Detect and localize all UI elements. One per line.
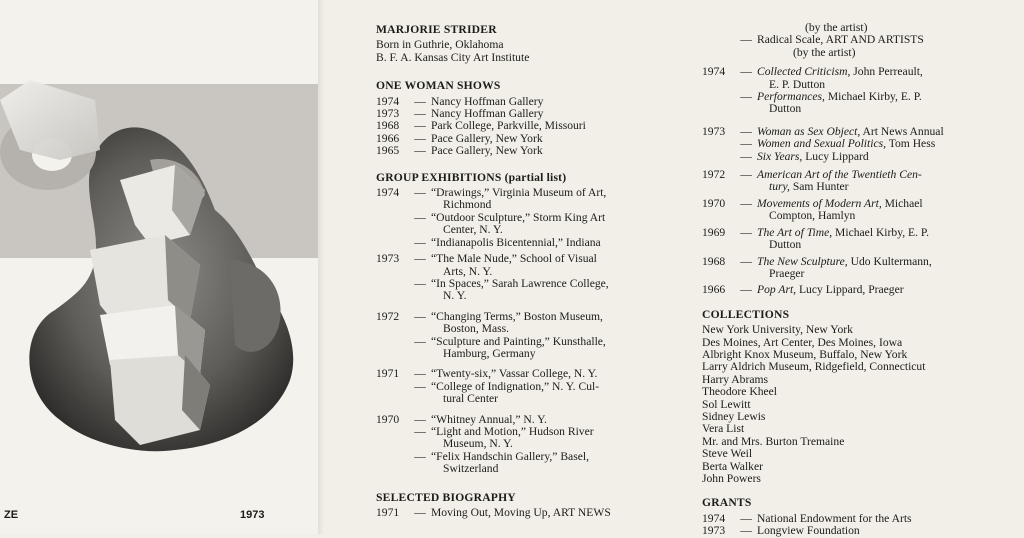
one-woman-shows-list [376, 96, 681, 158]
list-item: Harry Abrams [702, 372, 769, 386]
list-item: Des Moines, Art Center, Des Moines, Iowa [702, 335, 903, 349]
list-item: 1972 — American Art of the Twentieth Cen- tury, Sam Hunter [702, 168, 922, 194]
list-item: Sidney Lewis [702, 409, 766, 423]
list-item: Theodore Kheel [702, 385, 778, 399]
list-item: — “In Spaces,” Sarah Lawrence College, N. Y. [414, 276, 609, 303]
list-item: Mr. and Mrs. Burton Tremaine [702, 434, 845, 448]
list-item: 1968 — Park College, Parkville, Missouri [376, 119, 586, 133]
list-item: Albright Knox Museum, Buffalo, New York [702, 347, 908, 361]
list-item: — Performances, Michael Kirby, E. P. Dutton [740, 90, 922, 116]
list-item: 1971 — Moving Out, Moving Up, ART NEWS [376, 506, 611, 519]
sculpture-artwork [0, 60, 318, 480]
list-item: 1966 — Pop Art, Lucy Lippard, Praeger [702, 283, 904, 297]
page-fold [318, 0, 324, 534]
list-item: — “Sculpture and Painting,” Kunsthalle, Hamburg, Germany [414, 334, 606, 360]
bibliography-list [702, 22, 992, 297]
list-item: 1973 — Nancy Hoffman Gallery [376, 107, 544, 121]
group-exhibitions-heading: GROUP EXHIBITIONS (partial list) [376, 170, 567, 184]
caption-left: ZE [4, 509, 19, 521]
one-woman-shows-heading: ONE WOMAN SHOWS [376, 79, 501, 93]
list-item: 1970 — Movements of Modern Art, Michael Compton, Hamlyn [702, 196, 923, 223]
list-item: — “Outdoor Sculpture,” Storm King Art Center, N. Y. [414, 210, 606, 237]
list-item: — “Felix Handschin Gallery,” Basel, Switzerland [414, 449, 589, 476]
group-exhibitions-list [376, 187, 681, 476]
education: B. F. A. Kansas City Art Institute [376, 50, 530, 64]
caption-year: 1973 [240, 509, 265, 521]
artwork-panel [0, 0, 318, 534]
list-item: — “College of Indignation,” N. Y. Cul- tural Center [414, 379, 600, 406]
list-item: 1972 — “Changing Terms,” Boston Museum, Boston, Mass. [376, 309, 603, 336]
list-item: New York University, New York [702, 323, 853, 337]
list-item: Berta Walker [702, 459, 763, 473]
list-item: 1974 — National Endowment for the Arts [702, 511, 912, 525]
list-item: Steve Weil [702, 447, 753, 461]
list-item: — Radical Scale, ART AND ARTISTS (by the artist) [740, 33, 924, 59]
list-item: 1965 — Pace Gallery, New York [376, 144, 543, 158]
list-item: 1971 — “Twenty-six,” Vassar College, N. Y. [376, 367, 598, 381]
list-item: 1973 — Woman as Sex Object, Art News Annual [702, 124, 944, 138]
list-item: — “Indianapolis Bicentennial,” Indiana [414, 235, 601, 249]
list-item: 1968 — The New Sculpture, Udo Kultermann, Praeger [702, 254, 932, 280]
list-item: — Women and Sexual Politics, Tom Hess [740, 137, 936, 151]
list-item: — “Light and Motion,” Hudson River Museum, N. Y. [414, 424, 594, 451]
list-item: 1970 — “Whitney Annual,” N. Y. [376, 412, 547, 426]
list-item: Larry Aldrich Museum, Ridgefield, Connecticut [702, 360, 926, 374]
list-item: 1973 — “The Male Nude,” School of Visual Arts, N. Y. [376, 252, 597, 278]
list-item: 1966 — Pace Gallery, New York [376, 131, 543, 145]
list-item: (by the artist) [805, 21, 868, 34]
artist-name: MARJORIE STRIDER [376, 23, 497, 36]
grants-heading: GRANTS [702, 496, 752, 510]
list-item: Sol Lewitt [702, 397, 751, 411]
list-item: Vera List [702, 422, 745, 436]
middle-column [376, 24, 681, 519]
list-item: 1974 — Collected Criticism, John Perreault, E. P. Dutton [702, 65, 923, 91]
list-item: 1973 — Longview Foundation [702, 524, 860, 538]
collections-list [702, 324, 992, 485]
birthplace: Born in Guthrie, Oklahoma [376, 38, 504, 52]
right-column [702, 21, 992, 538]
list-item: 1969 — The Art of Time, Michael Kirby, E. P. Dutton [702, 225, 929, 252]
list-item: 1974 — Nancy Hoffman Gallery [376, 94, 544, 108]
list-item: — Six Years, Lucy Lippard [740, 149, 869, 163]
selected-biography-heading: SELECTED BIOGRAPHY [376, 490, 516, 504]
list-item: 1974 — “Drawings,” Virginia Museum of Art, Richmond [376, 186, 607, 212]
collections-heading: COLLECTIONS [702, 307, 790, 321]
list-item: John Powers [702, 472, 761, 485]
